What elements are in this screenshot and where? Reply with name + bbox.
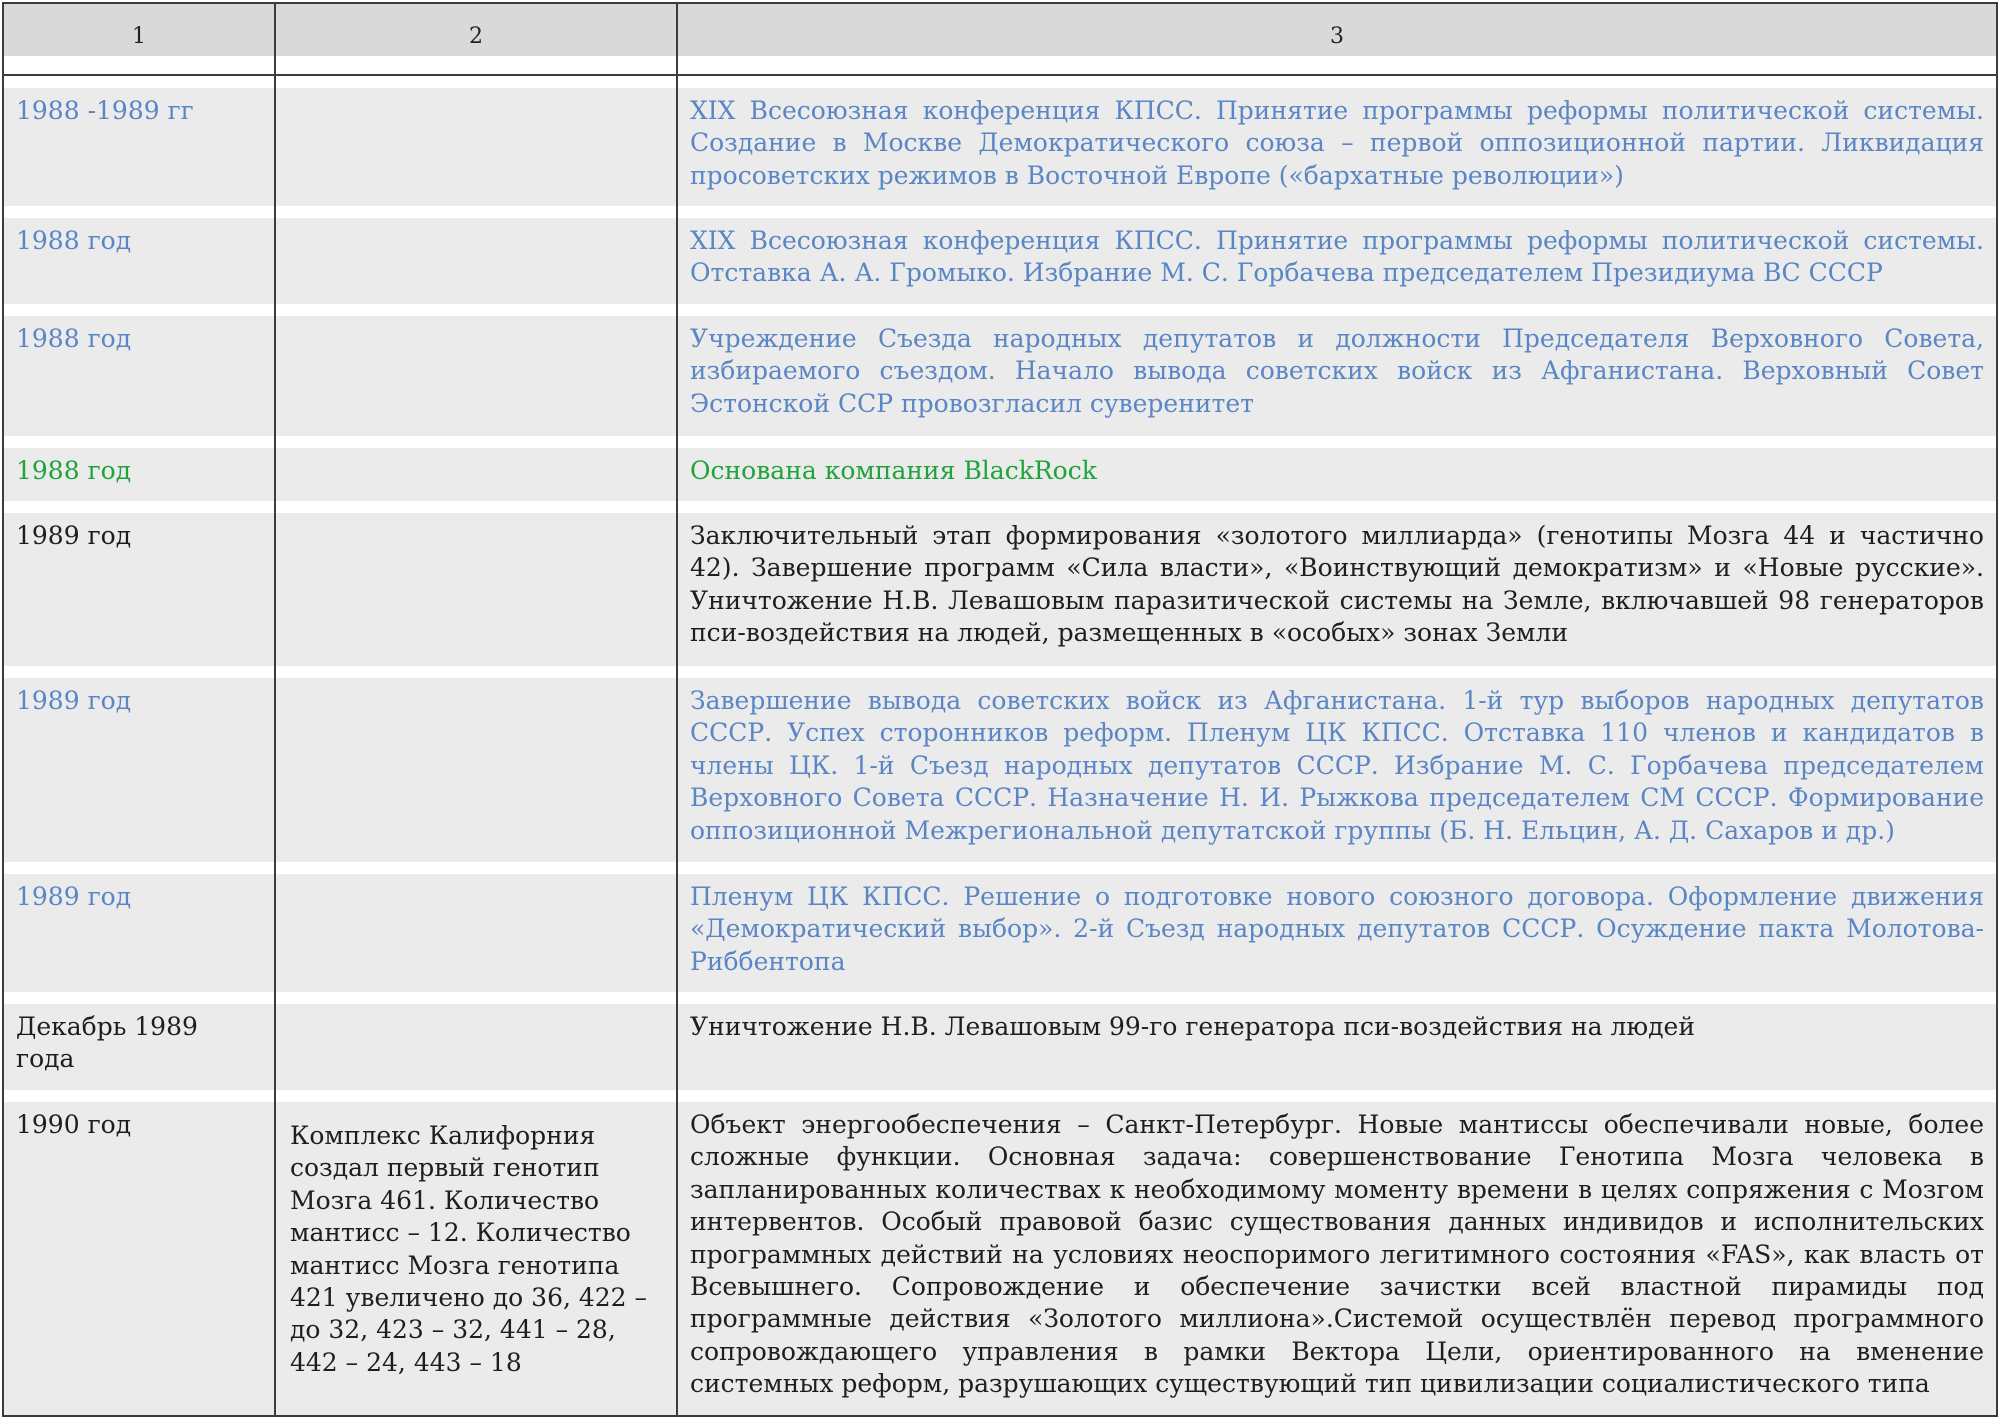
- genotype-cell: [276, 206, 678, 304]
- date-cell: 1989 год: [4, 862, 276, 992]
- table-row: [4, 436, 1996, 501]
- date-cell: 1988 год: [4, 436, 276, 501]
- table-row: [4, 862, 1996, 992]
- event-cell: Завершение вывода советских войск из Афганистана. 1-й тур выборов народных депутатов СССР. Успех сторонников реформ. Пленум ЦК КПСС. Отставка 110 членов и кандидатов в члены ЦК. 1-й Съезд народных депутатов СССР. Избрание М. С. Горбачева председателем Верховного Совета СССР. Назначение Н. И. Рыжкова председателем СМ СССР. Формирование оппозиционной Межрегиональной депутатской группы (Б. Н. Ельцин, А. Д. Сахаров и др.): [678, 666, 1996, 862]
- genotype-cell: [276, 862, 678, 992]
- event-cell: Пленум ЦК КПСС. Решение о подготовке нового союзного договора. Оформление движения «Демократический выбор». 2-й Съезд народных депутатов СССР. Осуждение пакта Молотова-Риббентопа: [678, 862, 1996, 992]
- date-cell: 1989 год: [4, 501, 276, 666]
- date-cell: 1988 год: [4, 206, 276, 304]
- table-row: [4, 1090, 1996, 1415]
- date-cell: 1988 год: [4, 304, 276, 436]
- event-cell: Уничтожение Н.В. Левашовым 99-го генератора пси-воздействия на людей: [678, 992, 1996, 1090]
- column-header-1: 1: [4, 4, 276, 74]
- event-cell: Основана компания BlackRock: [678, 436, 1996, 501]
- event-cell: XIX Всесоюзная конференция КПСС. Принятие программы реформы политической системы. Создание в Москве Демократического союза – первой оппозиционной партии. Ликвидация просоветских режимов в Восточной Европе («бархатные революции»): [678, 76, 1996, 206]
- date-cell: 1989 год: [4, 666, 276, 862]
- genotype-cell: [276, 992, 678, 1090]
- date-cell: 1990 год: [4, 1090, 276, 1415]
- table-row: [4, 206, 1996, 304]
- table-header: [4, 4, 1996, 76]
- genotype-cell: [276, 501, 678, 666]
- date-cell: Декабрь 1989 года: [4, 992, 276, 1090]
- column-header-3: 3: [678, 4, 1996, 74]
- table-row: [4, 501, 1996, 666]
- event-cell: Объект энергообеспечения – Санкт-Петербург. Новые мантиссы обеспечивали новые, более сложные функции. Основная задача: совершенствование Генотипа Мозга человека в запланированных количествах к необходимому моменту времени в целях сопряжения с Мозгом интервентов. Особый правовой базис существования данных индивидов и исполнительских программных действий на условиях неоспоримого легитимного состояния «FAS», как власть от Всевышнего. Сопровождение и обеспечение зачистки всей властной пирамиды под программные действия «Золотого миллиона».Системой осуществлён перевод программного сопровождающего управления в рамки Вектора Цели, ориентированного на вменение системных реформ, разрушающих существующий тип цивилизации социалистического типа: [678, 1090, 1996, 1415]
- event-cell: Заключительный этап формирования «золотого миллиарда» (генотипы Мозга 44 и частично 42). Завершение программ «Сила власти», «Воинствующий демократизм» и «Новые русские». Уничтожение Н.В. Левашовым паразитической системы на Земле, включавшей 98 генераторов пси-воздействия на людей, размещенных в «особых» зонах Земли: [678, 501, 1996, 666]
- table-row: [4, 992, 1996, 1090]
- chronology-table: [2, 2, 1998, 1417]
- event-cell: Учреждение Съезда народных депутатов и должности Председателя Верховного Совета, избираемого съездом. Начало вывода советских войск из Афганистана. Верховный Совет Эстонской ССР провозгласил суверенитет: [678, 304, 1996, 436]
- table-row: [4, 666, 1996, 862]
- genotype-cell: Комплекс Калифорния создал первый генотип Мозга 461. Количество мантисс – 12. Количество мантисс Мозга генотипа 421 увеличено до 36, 422 – до 32, 423 – 32, 441 – 28, 442 – 24, 443 – 18: [276, 1090, 678, 1415]
- genotype-cell: [276, 304, 678, 436]
- date-cell: 1988 -1989 гг: [4, 76, 276, 206]
- genotype-cell: [276, 76, 678, 206]
- genotype-cell: [276, 666, 678, 862]
- event-cell: XIX Всесоюзная конференция КПСС. Принятие программы реформы политической системы. Отставка А. А. Громыко. Избрание М. С. Горбачева председателем Президиума ВС СССР: [678, 206, 1996, 304]
- genotype-cell: [276, 436, 678, 501]
- column-header-2: 2: [276, 4, 678, 74]
- table-row: [4, 76, 1996, 206]
- table-row: [4, 304, 1996, 436]
